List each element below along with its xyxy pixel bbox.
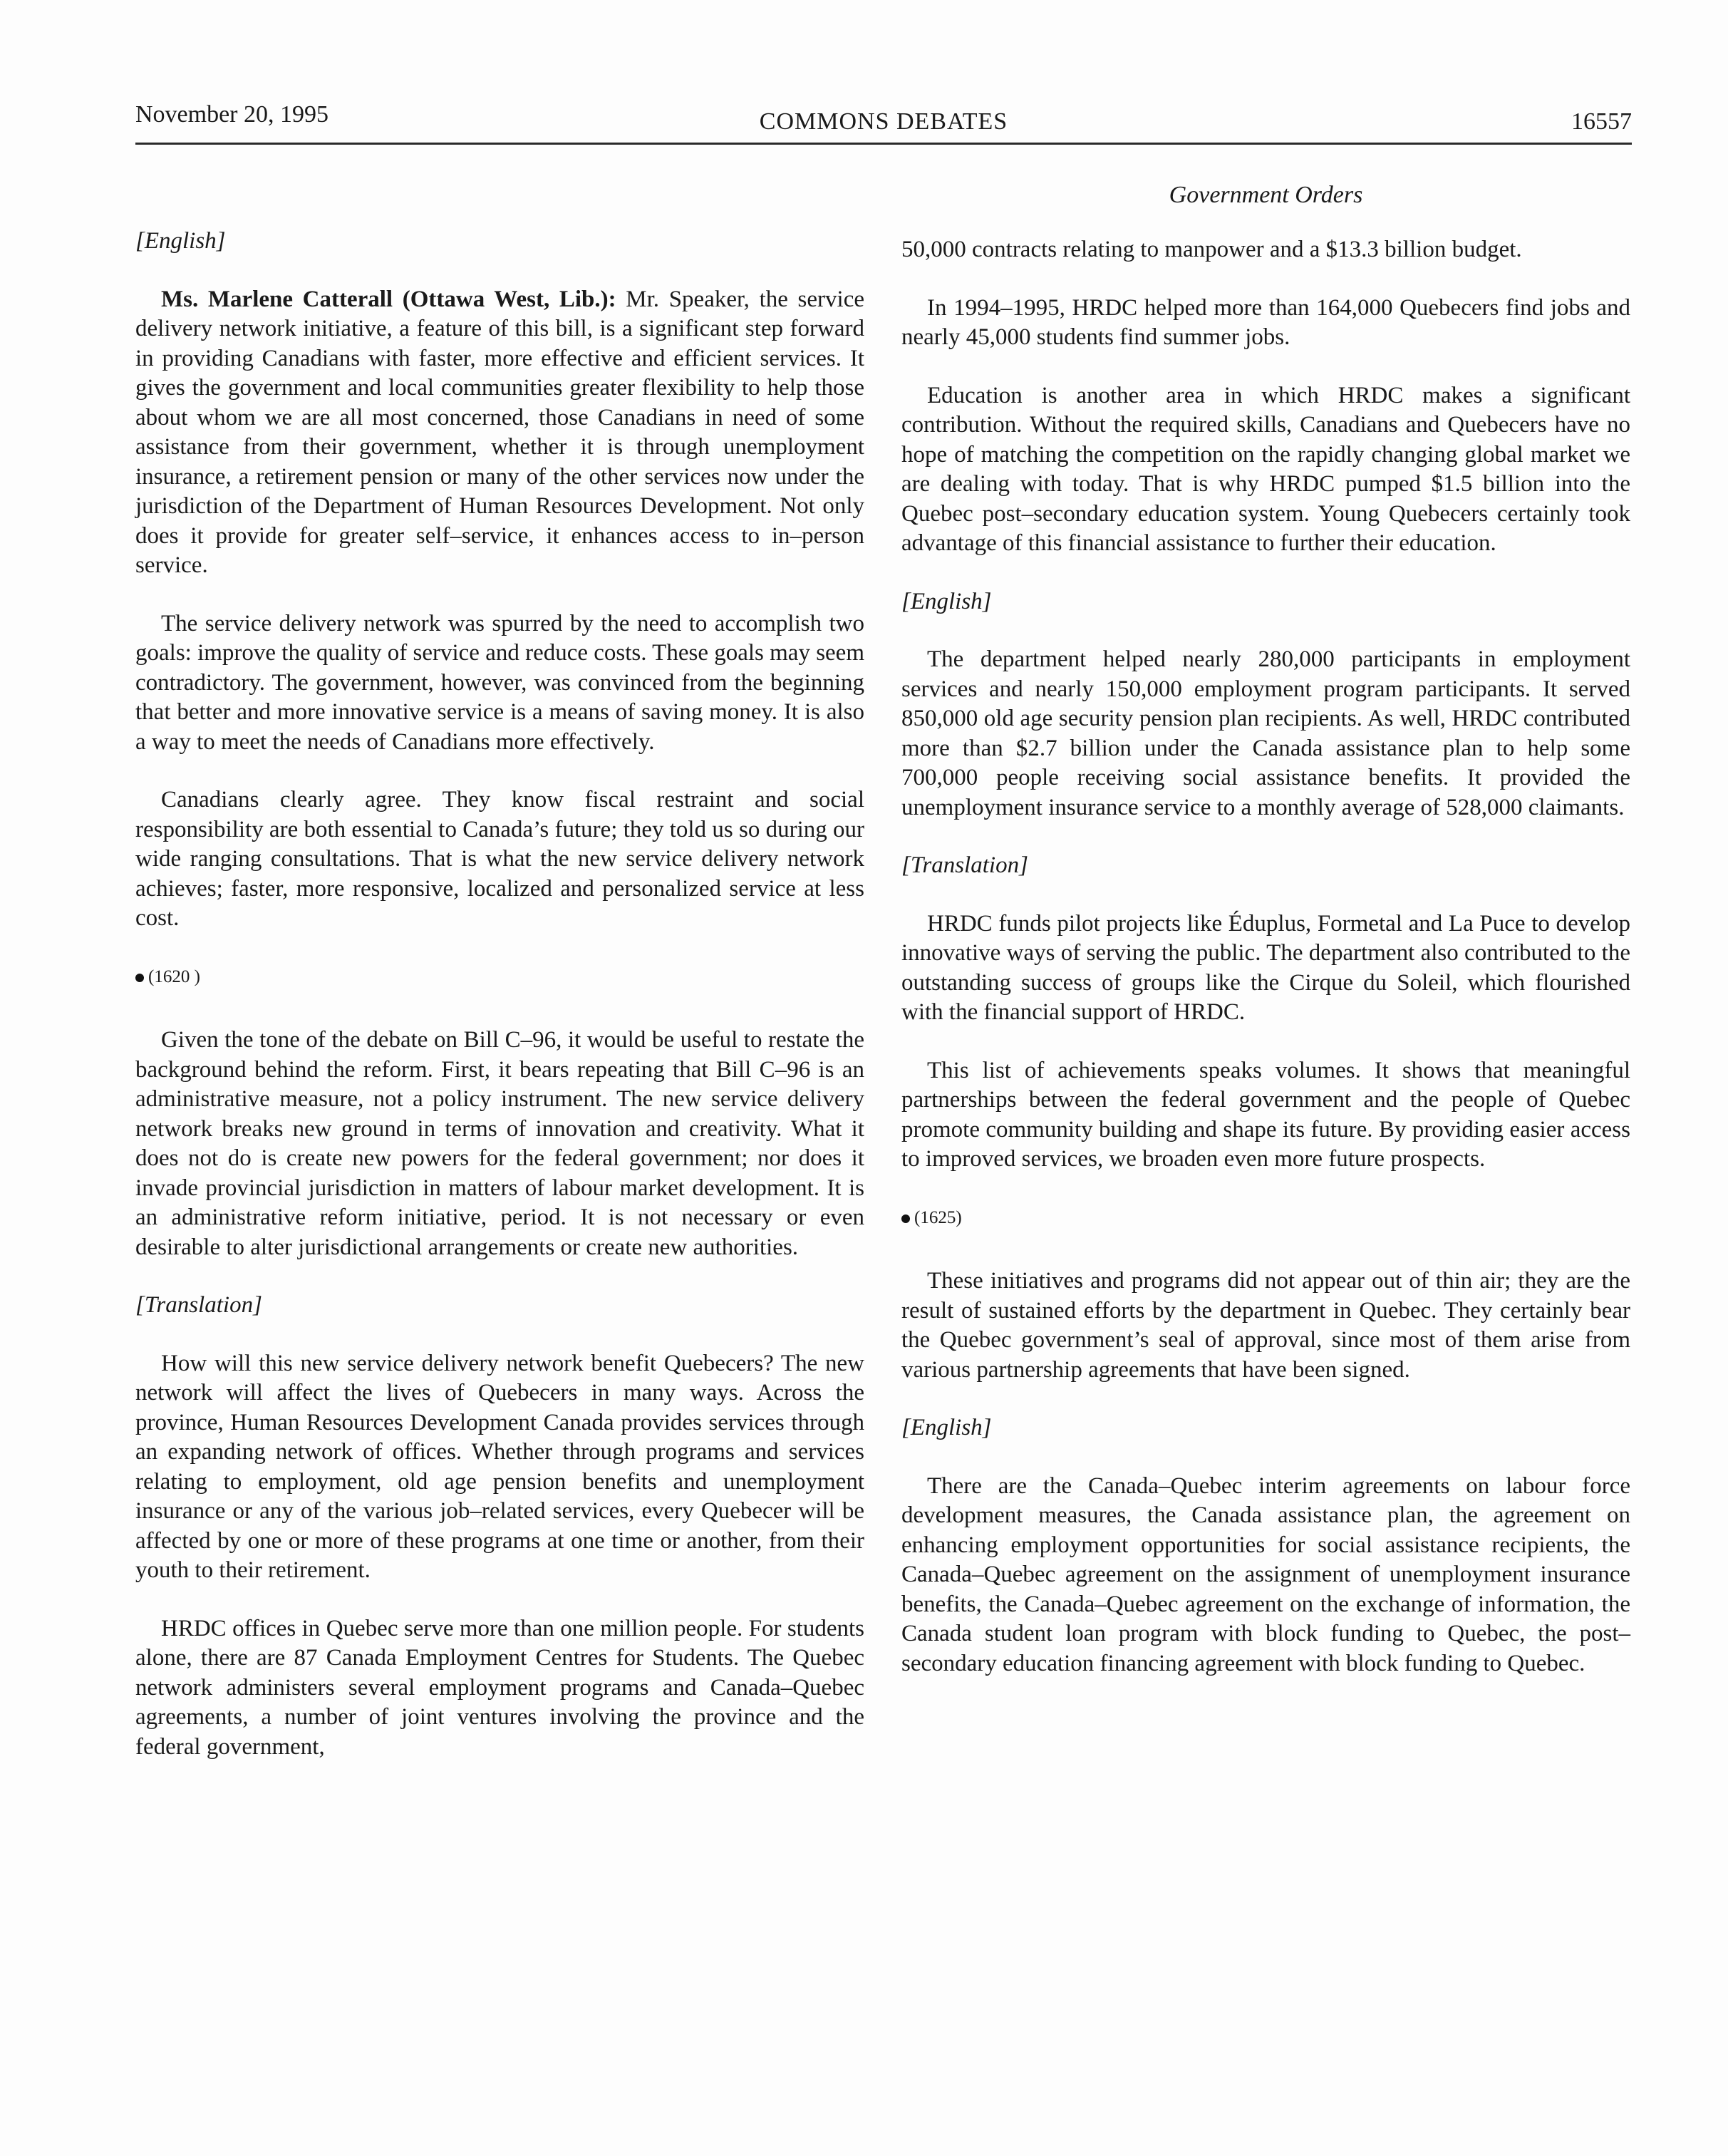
paragraph: The department helped nearly 280,000 participants in employment services and nearly 150,000 employment program participants. It served 850,000 old age security pension plan recipients. As well, HRDC contributed more than $2.7 billion under the Canada assistance plan to help some 700,000 people receiving social assistance benefits. It provided the unemployment insurance service to a monthly average of 528,000 claimants.	[901, 646, 1630, 820]
paragraph: This list of achievements speaks volumes. It shows that meaningful partnerships between the federal government and the people of Quebec promote community building and shape its future. By providing easier access to improved services, we broaden even more future prospects.	[901, 1057, 1630, 1172]
paragraph: These initiatives and programs did not appear out of thin air; they are the result of sustained efforts by the department in Quebec. They certainly bear the Quebec government’s seal of approval, since most of them arise from various partnership agreements that have been signed.	[901, 1268, 1630, 1383]
paragraph: In 1994–1995, HRDC helped more than 164,000 Quebecers find jobs and nearly 45,000 students find summer jobs.	[901, 294, 1630, 350]
paragraph: Canadians clearly agree. They know fiscal restraint and social responsibility are both essential to Canada’s future; they told us so during our wide ranging consultations. That is what the new service delivery network achieves; faster, more responsive, localized and personalized service at less cost.	[135, 787, 864, 931]
page-header	[135, 101, 1632, 144]
paragraph: 50,000 contracts relating to manpower and a $13.3 billion budget.	[901, 237, 1522, 262]
bullet-icon	[135, 974, 144, 982]
speaker-name: Ms. Marlene Catterall (Ottawa West, Lib.):	[161, 286, 616, 312]
left-column	[135, 227, 864, 1790]
paragraph: Education is another area in which HRDC makes a significant contribution. Without the required skills, Canadians and Quebecers have no hope of matching the competition on the rapidly changing global market we are dealing with today. That is why HRDC pumped $1.5 billion into the Quebec post–secondary education system. Young Quebecers certainly took advantage of this financial assistance to further their education.	[901, 382, 1630, 556]
paragraph: HRDC offices in Quebec serve more than one million people. For students alone, there are 87 Canada Employment Centres for Students. The Quebec network administers several employment programs and Canada–Quebec agreements, a number of joint ventures involving the province and the federal government,	[135, 1615, 864, 1760]
paragraph-text: Mr. Speaker, the service delivery network initiative, a feature of this bill, is a significant step forward in providing Canadians with faster, more effective and efficient services. It gives the government and local communities greater flexibility to help those about whom we are all most concerned, those Canadians in need of some assistance from their government, whether it is through unemployment insurance, a retirement pension or many of the other services now under the jurisdiction of the Department of Human Resources Development. Not only does it provide for greater self–service, it enhances access to in–person service.	[135, 286, 864, 578]
paragraph: There are the Canada–Quebec interim agreements on labour force development measures, the Canada assistance plan, the agreement on enhancing employment opportunities for social assistance recipients, the Canada–Quebec agreement on the assignment of unemployment insurance benefits, the Canada–Quebec agreement on the exchange of information, the Canada student loan program with block funding to Quebec, the post–secondary education financing agreement with block funding to Quebec.	[901, 1472, 1630, 1676]
language-marker: [English]	[901, 1415, 992, 1440]
language-marker: [Translation]	[901, 852, 1028, 878]
language-marker: [Translation]	[135, 1292, 262, 1318]
paragraph: The service delivery network was spurred by the need to accomplish two goals: improve the quality of service and reduce costs. These goals may seem contradictory. The government, however, was convinced from the beginning that better and more innovative service is a means of saving money. It is also a way to meet the needs of Canadians more effectively.	[135, 610, 864, 755]
paragraph: HRDC funds pilot projects like Éduplus, Formetal and La Puce to develop innovative ways of serving the public. The department also contributed to the outstanding success of groups like the Cirque du Soleil, which flourished with the financial support of HRDC.	[901, 910, 1630, 1025]
bullet-icon	[901, 1214, 910, 1223]
paragraph	[135, 285, 864, 581]
timestamp	[135, 962, 864, 992]
language-marker: [English]	[901, 588, 992, 614]
running-head: Government Orders	[1169, 182, 1363, 208]
timestamp-text: (1625)	[914, 1207, 962, 1227]
paragraph: Given the tone of the debate on Bill C–96, it would be useful to restate the background behind the reform. First, it bears repeating that Bill C–96 is an administrative measure, not a policy instrument. The new service delivery network breaks new ground in terms of innovation and creativity. What it does not do is create new powers for the federal government; nor does it invade provincial jurisdiction in matters of labour market development. It is an administrative reform initiative, period. It is not necessary or even desirable to alter jurisdictional arrangements or create new authorities.	[135, 1027, 864, 1260]
header-title: COMMONS DEBATES	[759, 108, 1008, 135]
header-page-number: 16557	[1571, 108, 1632, 135]
timestamp	[901, 1203, 1630, 1233]
header-rule	[135, 143, 1632, 145]
language-marker: [English]	[135, 228, 226, 254]
timestamp-text: (1620 )	[148, 966, 200, 986]
paragraph: How will this new service delivery network benefit Quebecers? The new network will affect the lives of Quebecers in many ways. Across the province, Human Resources Development Canada provides services through an expanding network of offices. Whether through programs and services relating to employment, old age pension benefits and unemployment insurance or any of the various job–related services, every Quebecer will be affected by one or more of these programs at one time or another, from their youth to their retirement.	[135, 1350, 864, 1583]
header-date: November 20, 1995	[135, 101, 329, 128]
right-column	[901, 235, 1630, 1707]
